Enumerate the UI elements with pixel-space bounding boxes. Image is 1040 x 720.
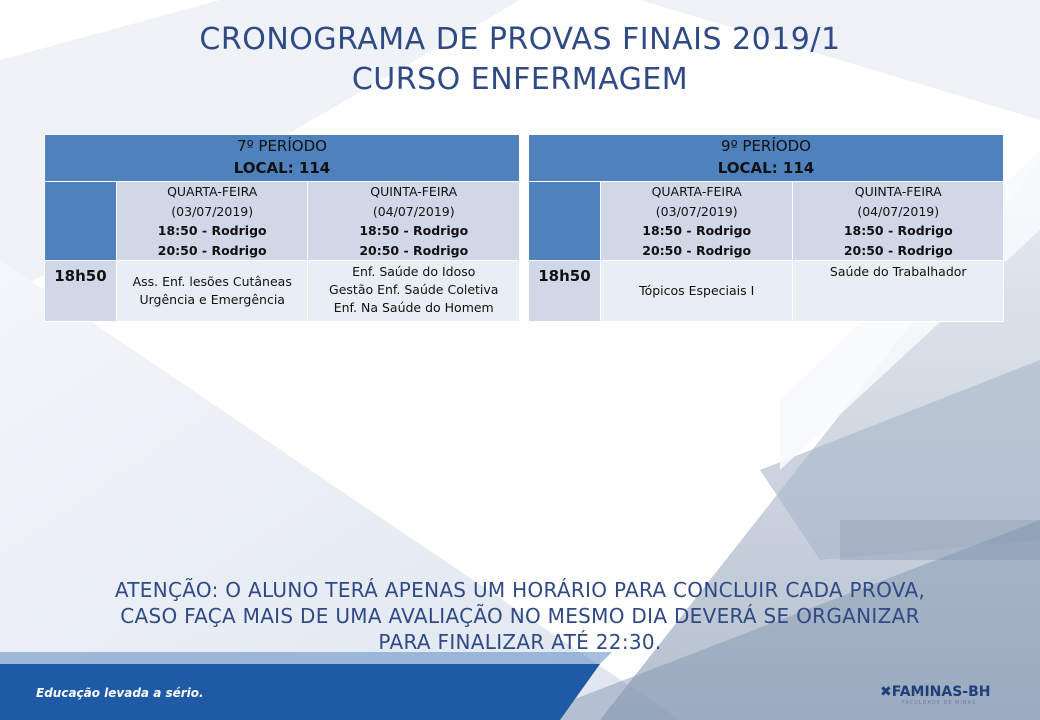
days-row: [45, 182, 520, 261]
day-slot: 18:50 - Rodrigo: [843, 223, 953, 238]
local-label: LOCAL: 114: [717, 159, 815, 177]
day-cell: [600, 182, 793, 261]
table-row: [529, 261, 1004, 322]
table-header: [45, 135, 520, 182]
day-date: (03/07/2019): [171, 203, 254, 219]
subject: Ass. Enf. lesões Cutâneas: [132, 274, 292, 289]
subject: Urgência e Emergência: [139, 292, 285, 307]
subject: Enf. Saúde do Idoso: [352, 264, 476, 279]
period-label: 7º PERÍODO: [237, 137, 327, 155]
day-slot: 20:50 - Rodrigo: [359, 242, 469, 258]
logo-text: ✖FAMINAS-BH: [880, 684, 991, 700]
day-cell: [116, 182, 308, 261]
subject-cell: [793, 261, 1004, 322]
blank-cell: [45, 182, 117, 261]
table-header: [529, 135, 1004, 182]
time-cell: 18h50: [45, 261, 117, 322]
notice-line: CASO FAÇA MAIS DE UMA AVALIAÇÃO NO MESMO DIA DEVERÁ SE ORGANIZAR: [120, 604, 920, 628]
subject: Enf. Na Saúde do Homem: [333, 300, 494, 315]
schedule-table-9-periodo: [528, 134, 1004, 322]
subject: Gestão Enf. Saúde Coletiva: [329, 282, 499, 297]
day-name: QUARTA-FEIRA: [651, 184, 742, 199]
faminas-logo: [880, 684, 991, 706]
day-slot: 20:50 - Rodrigo: [843, 242, 953, 258]
day-name: QUINTA-FEIRA: [854, 184, 942, 199]
blank-cell: [529, 182, 601, 261]
day-slot: 20:50 - Rodrigo: [642, 242, 752, 258]
day-slot: 18:50 - Rodrigo: [642, 223, 752, 238]
time-cell: 18h50: [529, 261, 601, 322]
notice-line: ATENÇÃO: O ALUNO TERÁ APENAS UM HORÁRIO PARA CONCLUIR CADA PROVA,: [114, 578, 926, 602]
day-name: QUINTA-FEIRA: [370, 184, 458, 199]
day-name: QUARTA-FEIRA: [167, 184, 258, 199]
attention-notice: [0, 577, 1040, 655]
local-label: LOCAL: 114: [233, 159, 331, 177]
subject-cell: [116, 261, 308, 322]
page-subtitle: CURSO ENFERMAGEM: [351, 62, 689, 97]
notice-line: PARA FINALIZAR ATÉ 22:30.: [378, 630, 662, 654]
day-date: (04/07/2019): [372, 203, 455, 219]
day-date: (03/07/2019): [655, 203, 738, 219]
subject: Saúde do Trabalhador: [829, 264, 967, 279]
days-row: [529, 182, 1004, 261]
schedule-table-7-periodo: [44, 134, 520, 322]
day-slot: 18:50 - Rodrigo: [157, 223, 267, 238]
day-cell: [308, 182, 520, 261]
subject-cell: [600, 261, 793, 322]
subject-cell: [308, 261, 520, 322]
footer-slogan: Educação levada a sério.: [36, 686, 204, 700]
day-date: (04/07/2019): [857, 203, 940, 219]
day-cell: [793, 182, 1004, 261]
day-slot: 18:50 - Rodrigo: [359, 223, 469, 238]
page-title: CRONOGRAMA DE PROVAS FINAIS 2019/1: [199, 22, 841, 57]
logo-subtext: FACULDADE DE MINAS: [902, 700, 977, 706]
table-row: [45, 261, 520, 322]
subject: Tópicos Especiais I: [639, 283, 755, 298]
period-label: 9º PERÍODO: [721, 137, 811, 155]
day-slot: 20:50 - Rodrigo: [157, 242, 267, 258]
